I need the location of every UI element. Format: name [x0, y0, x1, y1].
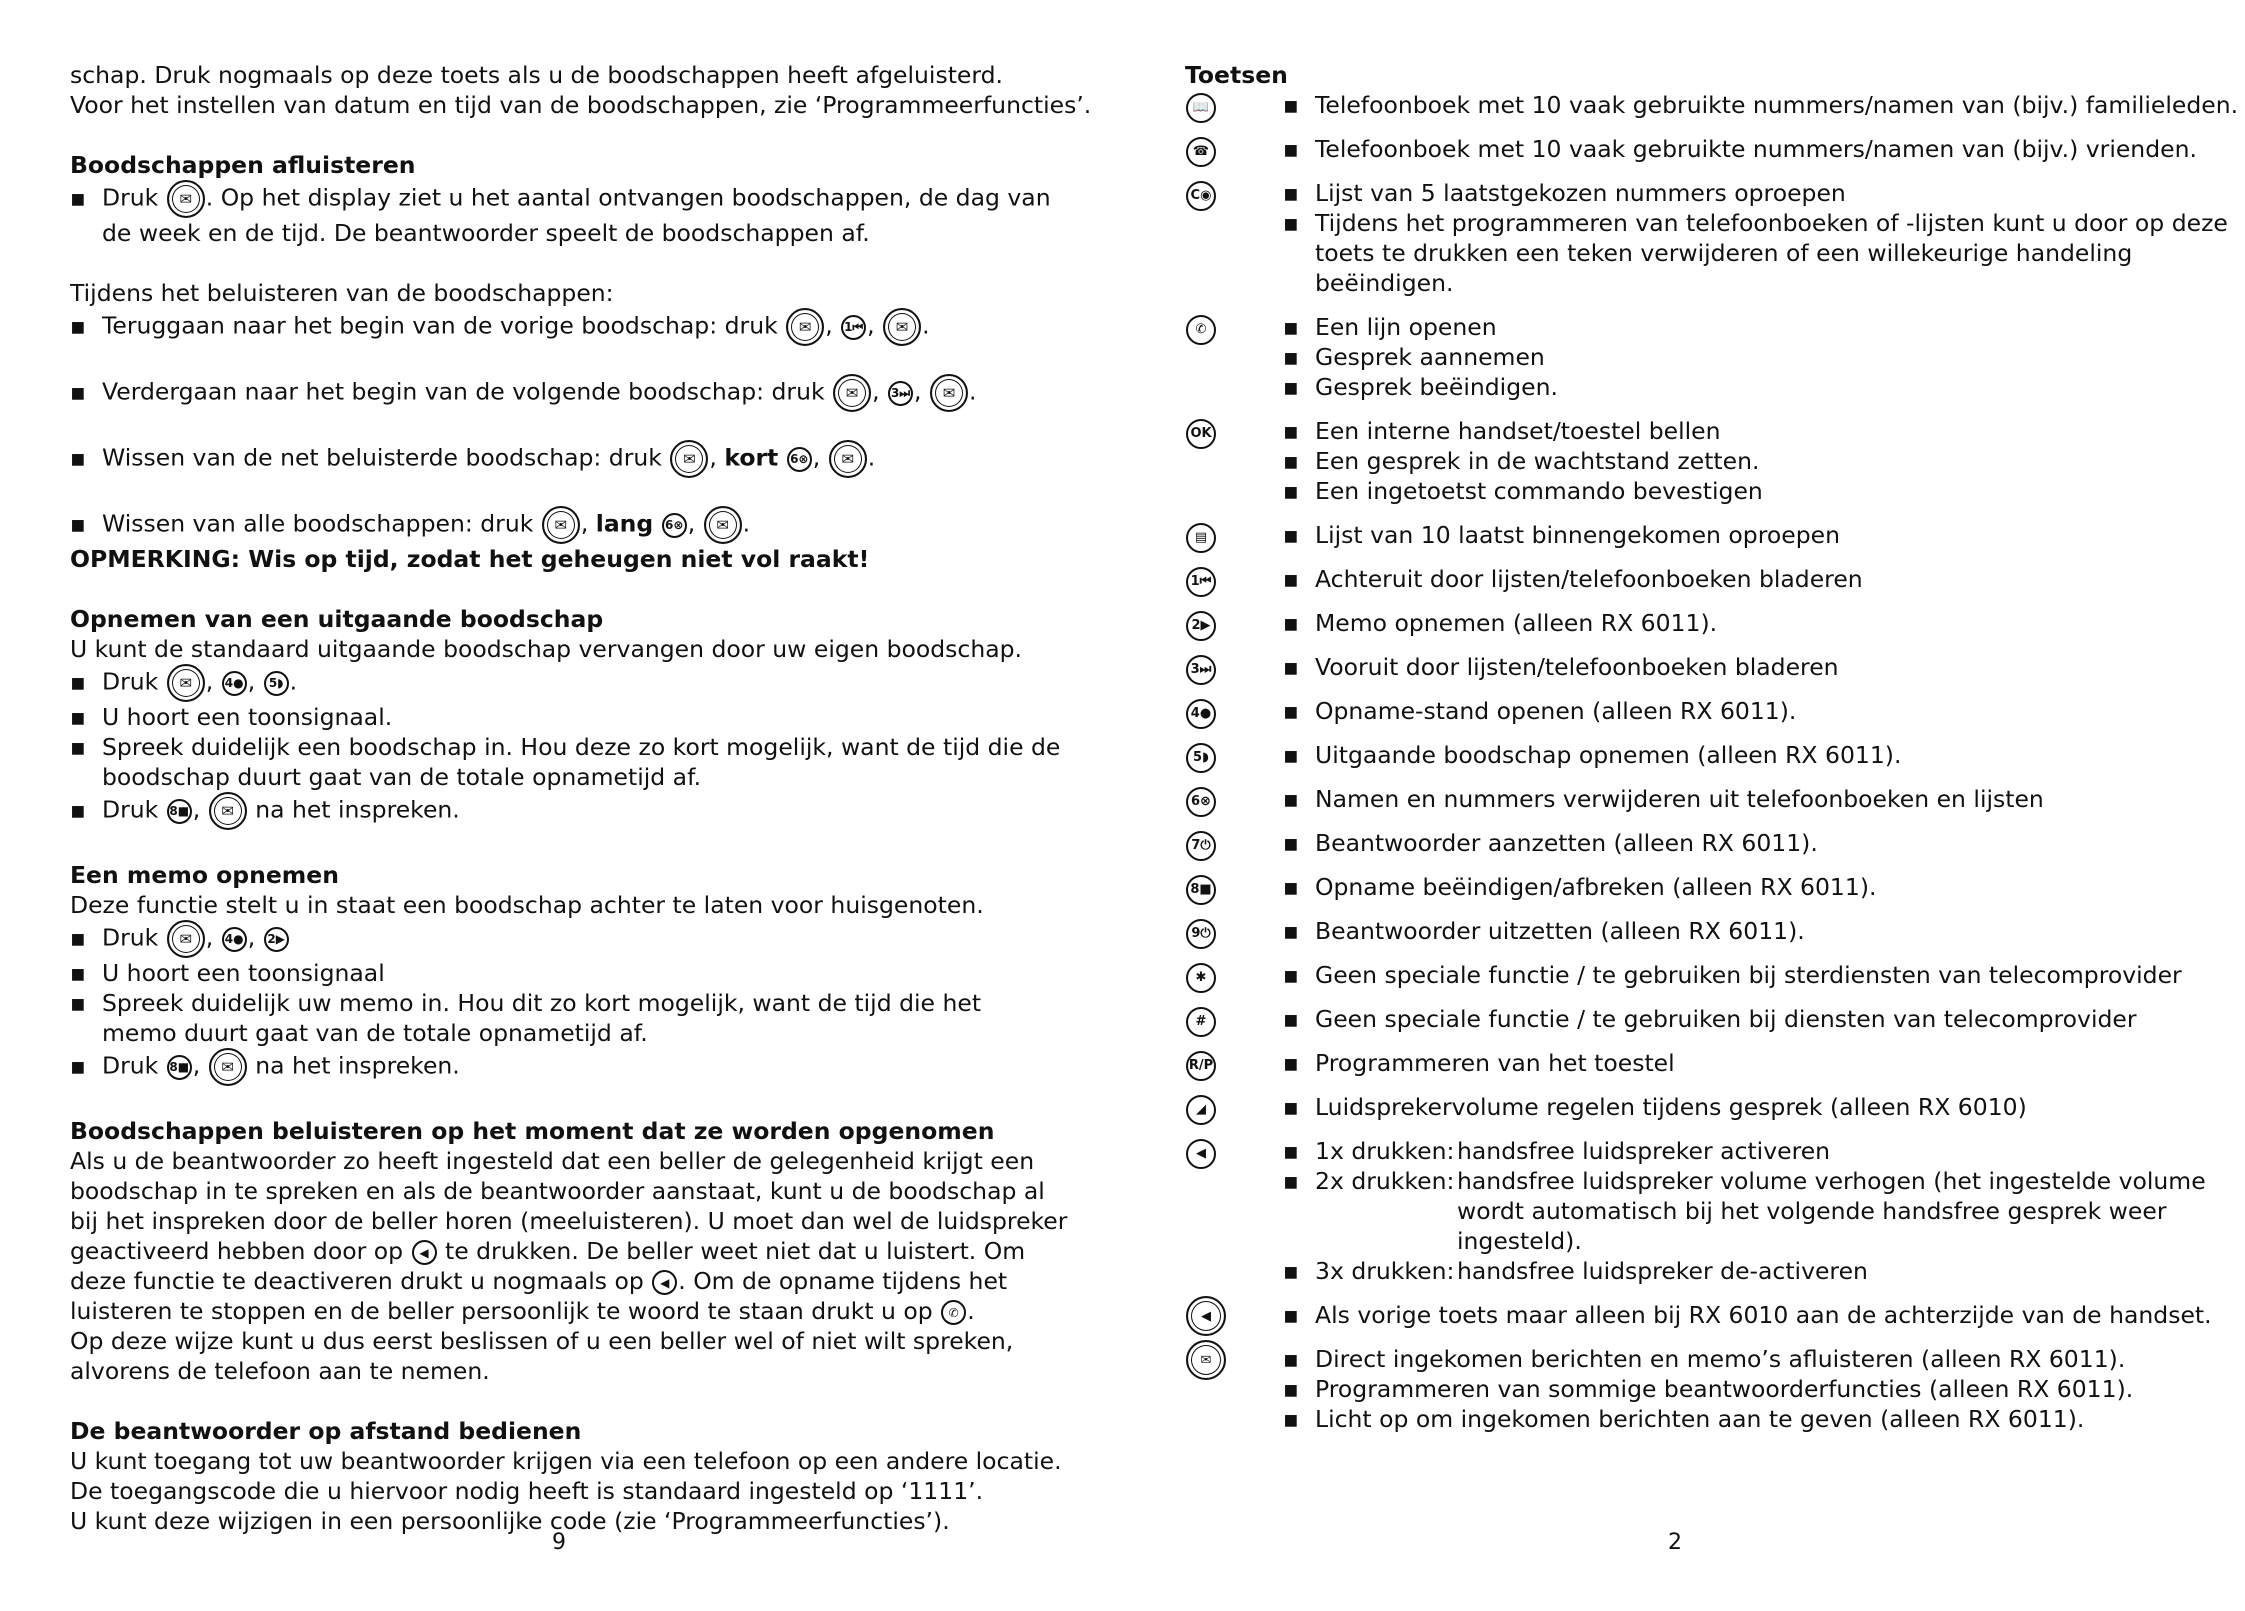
speaker-icon: ◀	[1186, 1139, 1216, 1169]
key-row	[1185, 652, 2195, 682]
section-heading: Een memo opnemen	[70, 861, 339, 889]
list-item: ▪ Spreek duidelijk een boodschap in. Hou deze zo kort mogelijk, want de tijd die de	[70, 733, 1061, 761]
paragraph-line: U kunt toegang tot uw beantwoorder krijgen via een telefoon op een andere locatie.	[70, 1447, 1062, 1475]
answering-machine-icon: ✉	[167, 180, 205, 218]
answering-machine-icon: ✉	[704, 506, 742, 544]
list-item: ▪ Druk ✉ . Op het display ziet u het aantal ontvangen boodschappen, de dag van	[70, 180, 1070, 218]
paragraph-line: alvorens de telefoon aan te nemen.	[70, 1357, 490, 1385]
section-heading: Boodschappen afluisteren	[70, 151, 416, 179]
key-description: ▪ Opname beëindigen/afbreken (alleen RX 6011).	[1283, 873, 1877, 901]
answering-machine-icon: ✉	[1186, 1340, 1226, 1380]
key-row	[1185, 416, 2195, 506]
key-5-outgoing-icon: 5◗	[264, 671, 289, 696]
paragraph: Deze functie stelt u in staat een boodschap achter te laten voor huisgenoten.	[70, 891, 984, 919]
key-description: ▪ Achteruit door lijsten/telefoonboeken bladeren	[1283, 565, 1863, 593]
key-description: ▪ Gesprek beëindigen.	[1283, 373, 1558, 401]
key-8-stop-icon: 8■	[167, 799, 192, 824]
list-item: ▪ Druk 8■ , ✉ na het inspreken.	[70, 1048, 1070, 1086]
answering-machine-icon: ✉	[930, 374, 968, 412]
key-6-delete-icon: 6⊗	[787, 447, 812, 472]
answering-machine-icon: ✉	[209, 1048, 247, 1086]
left-page	[70, 0, 1092, 1611]
intercom-ok-icon: OK	[1186, 419, 1216, 449]
page-number: 2	[1668, 1530, 1682, 1555]
answering-machine-icon: ✉	[167, 920, 205, 958]
right-page	[1185, 0, 2239, 1611]
key-row: ◀ ▪ Als vorige toets maar alleen bij RX 6010 aan de achterzijde van de handset.	[1185, 1300, 2195, 1330]
paragraph-line: Als u de beantwoorder zo heeft ingesteld dat een beller de gelegenheid krijgt een	[70, 1147, 1035, 1175]
star-key-icon: ✱	[1186, 963, 1216, 993]
key-6-delete-icon: 6⊗	[1186, 787, 1216, 817]
key-row	[1185, 178, 2228, 298]
key-row	[1185, 312, 2195, 402]
key-description: ▪ Telefoonboek met 10 vaak gebruikte nummers/namen van (bijv.) familieleden.	[1283, 91, 2239, 119]
key-1-rewind-icon: 1⏮	[1186, 567, 1216, 597]
key-row	[1185, 828, 2195, 858]
volume-icon: ◢	[1186, 1095, 1216, 1125]
speaker-icon: ◀	[652, 1270, 677, 1295]
key-8-stop-icon: 8■	[167, 1055, 192, 1080]
key-row	[1185, 872, 2195, 902]
speaker-icon: ◀	[412, 1240, 437, 1265]
side-speaker-icon: ◀	[1186, 1296, 1226, 1336]
key-1-rewind-icon: 1⏮	[841, 315, 866, 340]
key-description-cont: toets te drukken een teken verwijderen of een willekeurige handeling	[1315, 239, 2133, 267]
key-row	[1185, 916, 2195, 946]
page-number: 9	[552, 1530, 566, 1555]
list-item: ▪ Druk ✉ , 4● , 2▶	[70, 920, 1070, 958]
list-item: ▪ Wissen van alle boodschappen: druk ✉ , lang 6⊗ , ✉ .	[70, 506, 1070, 544]
list-item-cont: memo duurt gaat van de totale opnametijd af.	[102, 1019, 648, 1047]
handset-icon: ✆	[941, 1300, 966, 1325]
key-row	[1185, 696, 2195, 726]
handset-icon: ✆	[1186, 315, 1216, 345]
phonebook-family-icon: 📖	[1186, 93, 1216, 123]
list-item: ▪ Teruggaan naar het begin van de vorige boodschap: druk ✉ , 1⏮ , ✉ .	[70, 308, 1070, 346]
key-row	[1185, 740, 2195, 770]
key-row	[1185, 564, 2195, 594]
answering-machine-icon: ✉	[833, 374, 871, 412]
section-heading: Boodschappen beluisteren op het moment dat ze worden opgenomen	[70, 1117, 995, 1145]
key-description: ▪ Een ingetoetst commando bevestigen	[1283, 477, 1763, 505]
key-description: ▪ Een lijn openen	[1283, 313, 1497, 341]
key-description: ▪ Programmeren van het toestel	[1283, 1049, 1675, 1077]
list-item: ▪ U hoort een toonsignaal.	[70, 703, 393, 731]
key-description: ▪ Uitgaande boodschap opnemen (alleen RX 6011).	[1283, 741, 1902, 769]
section-heading: Toetsen	[1185, 61, 1288, 89]
phonebook-friends-icon: ☎	[1186, 137, 1216, 167]
key-7-on-icon: 7⏻	[1186, 831, 1216, 861]
key-9-off-icon: 9⏻	[1186, 919, 1216, 949]
section-heading: De beantwoorder op afstand bedienen	[70, 1417, 582, 1445]
section-heading: Opnemen van een uitgaande boodschap	[70, 605, 604, 633]
key-description: ▪ Namen en nummers verwijderen uit telefoonboeken en lijsten	[1283, 785, 2044, 813]
list-item: ▪ Druk ✉ , 4● , 5◗ .	[70, 664, 1070, 702]
key-2-memo-icon: 2▶	[1186, 611, 1216, 641]
key-row	[1185, 1048, 2195, 1078]
answering-machine-icon: ✉	[786, 308, 824, 346]
list-item: ▪ Wissen van de net beluisterde boodschap: druk ✉ , kort 6⊗ , ✉ .	[70, 440, 1070, 478]
key-description: ▪ Geen speciale functie / te gebruiken bij sterdiensten van telecomprovider	[1283, 961, 2182, 989]
list-item: ▪ Spreek duidelijk uw memo in. Hou dit zo kort mogelijk, want de tijd die het	[70, 989, 982, 1017]
list-item: ▪ Druk 8■ , ✉ na het inspreken.	[70, 792, 1070, 830]
key-3-forward-icon: 3⏭	[888, 381, 913, 406]
key-row	[1185, 520, 2195, 550]
recall-program-icon: R/P	[1186, 1051, 1216, 1081]
key-4-record-icon: 4●	[1186, 699, 1216, 729]
key-description: ▪ Luidsprekervolume regelen tijdens gesprek (alleen RX 6010)	[1283, 1093, 2027, 1121]
keys-list	[1185, 90, 2239, 1136]
answering-machine-icon: ✉	[542, 506, 580, 544]
hash-key-icon: #	[1186, 1007, 1216, 1037]
key-description: ▪ Telefoonboek met 10 vaak gebruikte nummers/namen van (bijv.) vrienden.	[1283, 135, 2197, 163]
paragraph-line: De toegangscode die u hiervoor nodig heeft is standaard ingesteld op ‘1111’.	[70, 1477, 984, 1505]
paragraph: Tijdens het beluisteren van de boodschappen:	[70, 279, 614, 307]
key-description: ▪ Beantwoorder aanzetten (alleen RX 6011).	[1283, 829, 1818, 857]
answering-machine-icon: ✉	[829, 440, 867, 478]
paragraph-line: Op deze wijze kunt u dus eerst beslissen of u een beller wel of niet wilt spreken,	[70, 1327, 1014, 1355]
paragraph-line: deze functie te deactiveren drukt u nogmaals op ◀ . Om de opname tijdens het	[70, 1267, 1008, 1295]
answering-machine-icon: ✉	[167, 664, 205, 702]
paragraph-line: boodschap in te spreken en als de beantwoorder aanstaat, kunt u de boodschap al	[70, 1177, 1045, 1205]
key-row: ✉ ▪ Direct ingekomen berichten en memo’s afluisteren (alleen RX 6011). ▪ Programmeren van sommige beantwoorderfuncties (alleen RX 6011). ▪ Licht op om ingekomen berichten aan te geven (alleen RX 6011).	[1185, 1344, 2195, 1434]
key-2-memo-icon: 2▶	[264, 927, 289, 952]
key-description-cont: beëindigen.	[1315, 269, 1454, 297]
list-item-cont: de week en de tijd. De beantwoorder speelt de boodschappen af.	[102, 219, 870, 247]
list-item: ▪ Verdergaan naar het begin van de volgende boodschap: druk ✉ , 3⏭ , ✉ .	[70, 374, 1070, 412]
list-item: ▪ U hoort een toonsignaal	[70, 959, 385, 987]
key-description: ▪ Een gesprek in de wachtstand zetten.	[1283, 447, 1760, 475]
paragraph-line: geactiveerd hebben door op ◀ te drukken. De beller weet niet dat u luistert. Om	[70, 1237, 1026, 1265]
key-row	[1185, 1092, 2195, 1122]
clear-redial-icon: C◉	[1186, 181, 1216, 211]
key-4-record-icon: 4●	[222, 927, 247, 952]
key-description: ▪ Geen speciale functie / te gebruiken bij diensten van telecomprovider	[1283, 1005, 2137, 1033]
paragraph-line: bij het inspreken door de beller horen (meeluisteren). U moet dan wel de luidspreker	[70, 1207, 1068, 1235]
key-row	[1185, 90, 2239, 120]
key-row	[1185, 960, 2195, 990]
answering-machine-icon: ✉	[883, 308, 921, 346]
key-description: ▪ Een interne handset/toestel bellen	[1283, 417, 1721, 445]
answering-machine-icon: ✉	[209, 792, 247, 830]
key-4-record-icon: 4●	[222, 671, 247, 696]
intro-line: schap. Druk nogmaals op deze toets als u de boodschappen heeft afgeluisterd.	[70, 61, 1004, 89]
note: OPMERKING: Wis op tijd, zodat het geheugen niet vol raakt!	[70, 545, 870, 573]
key-description: ▪ Tijdens het programmeren van telefoonboeken of -lijsten kunt u door op deze	[1283, 209, 2228, 237]
key-description: ▪ Opname-stand openen (alleen RX 6011).	[1283, 697, 1797, 725]
paragraph: U kunt de standaard uitgaande boodschap vervangen door uw eigen boodschap.	[70, 635, 1023, 663]
key-row	[1185, 134, 2195, 164]
call-list-icon: ▤	[1186, 523, 1216, 553]
intro-line: Voor het instellen van datum en tijd van de boodschappen, zie ‘Programmeerfuncties’.	[70, 91, 1092, 119]
list-item-cont: boodschap duurt gaat van de totale opnametijd af.	[102, 763, 702, 791]
paragraph-line: luisteren te stoppen en de beller persoonlijk te woord te staan drukt u op ✆ .	[70, 1297, 975, 1325]
key-description: ▪ Beantwoorder uitzetten (alleen RX 6011).	[1283, 917, 1805, 945]
key-row: ◀ ▪ 1x drukken: handsfree luidspreker activeren ▪ 2x drukken: handsfree luidspreker volume verhogen (het ingestelde volume wordt automatisch bij het volgende handsfree gesprek weer ingesteld). ▪ 3x drukken: handsfree luidspreker de-activeren	[1185, 1136, 2195, 1286]
key-row	[1185, 1004, 2195, 1034]
paragraph-line: U kunt deze wijzigen in een persoonlijke code (zie ‘Programmeerfuncties’).	[70, 1507, 950, 1535]
key-row	[1185, 784, 2195, 814]
key-6-delete-icon: 6⊗	[662, 513, 687, 538]
key-description: ▪ Gesprek aannemen	[1283, 343, 1545, 371]
key-description: ▪ Memo opnemen (alleen RX 6011).	[1283, 609, 1718, 637]
key-description: ▪ Lijst van 5 laatstgekozen nummers oproepen	[1283, 179, 1846, 207]
answering-machine-icon: ✉	[670, 440, 708, 478]
key-3-forward-icon: 3⏭	[1186, 655, 1216, 685]
key-row	[1185, 608, 2195, 638]
key-description: ▪ Lijst van 10 laatst binnengekomen oproepen	[1283, 521, 1840, 549]
key-8-stop-icon: 8■	[1186, 875, 1216, 905]
key-description: ▪ Vooruit door lijsten/telefoonboeken bladeren	[1283, 653, 1839, 681]
key-5-outgoing-icon: 5◗	[1186, 743, 1216, 773]
